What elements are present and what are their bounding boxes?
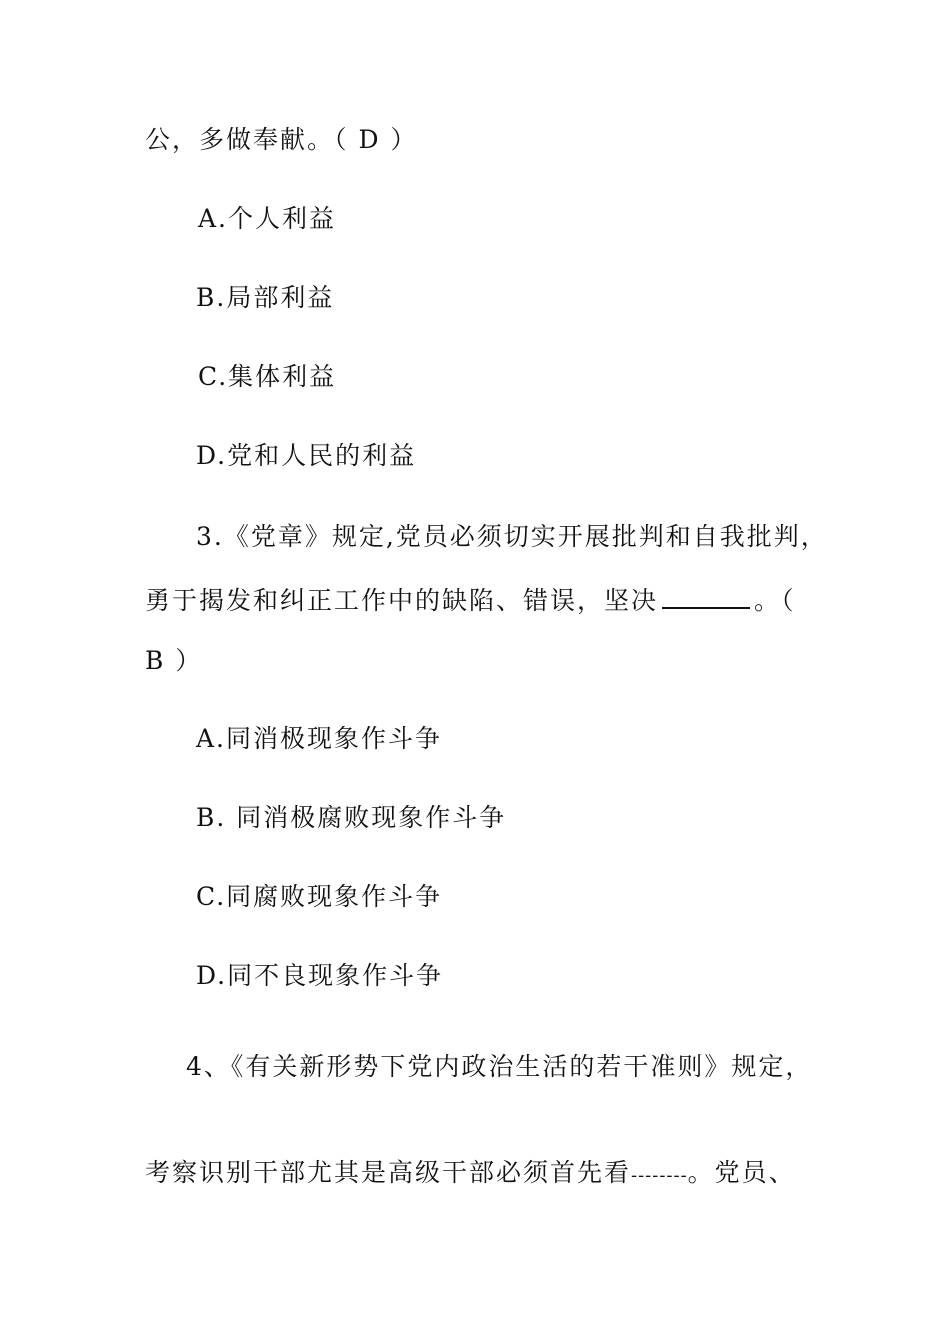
question-4-text: 考察识别干部尤其是高级干部必须首先看 — [145, 1158, 632, 1187]
option-c: C.同腐败现象作斗争 — [196, 882, 443, 911]
answer-blank — [662, 583, 750, 609]
question-3-answer: B ） — [145, 646, 203, 675]
option-a: A.同消极现象作斗争 — [196, 724, 443, 753]
question-2-tail: 公，多做奉献。（ D ） — [145, 125, 418, 154]
question-3-line-2 — [145, 583, 796, 617]
option-d: D.党和人民的利益 — [196, 441, 417, 470]
option-b: B. 同消极腐败现象作斗争 — [196, 803, 507, 832]
option-c: C.集体利益 — [198, 362, 337, 391]
option-b: B.局部利益 — [196, 283, 335, 312]
option-a: A.个人利益 — [198, 204, 337, 233]
question-4-line-2 — [145, 1157, 796, 1192]
question-3-line-1: 3.《党章》规定,党员必须切实开展批判和自我批判， — [196, 522, 828, 551]
question-3-text: 勇于揭发和纠正工作中的缺陷、错误，坚决 — [145, 586, 659, 615]
question-3-paren: 。（ — [754, 586, 796, 615]
question-4-line-1: 4、《有关新形势下党内政治生活的若干准则》规定， — [186, 1052, 813, 1081]
option-d: D.同不良现象作斗争 — [196, 961, 444, 990]
question-4-tail: 。党员、 — [687, 1158, 796, 1187]
dashed-blank: -------- — [631, 1165, 688, 1186]
